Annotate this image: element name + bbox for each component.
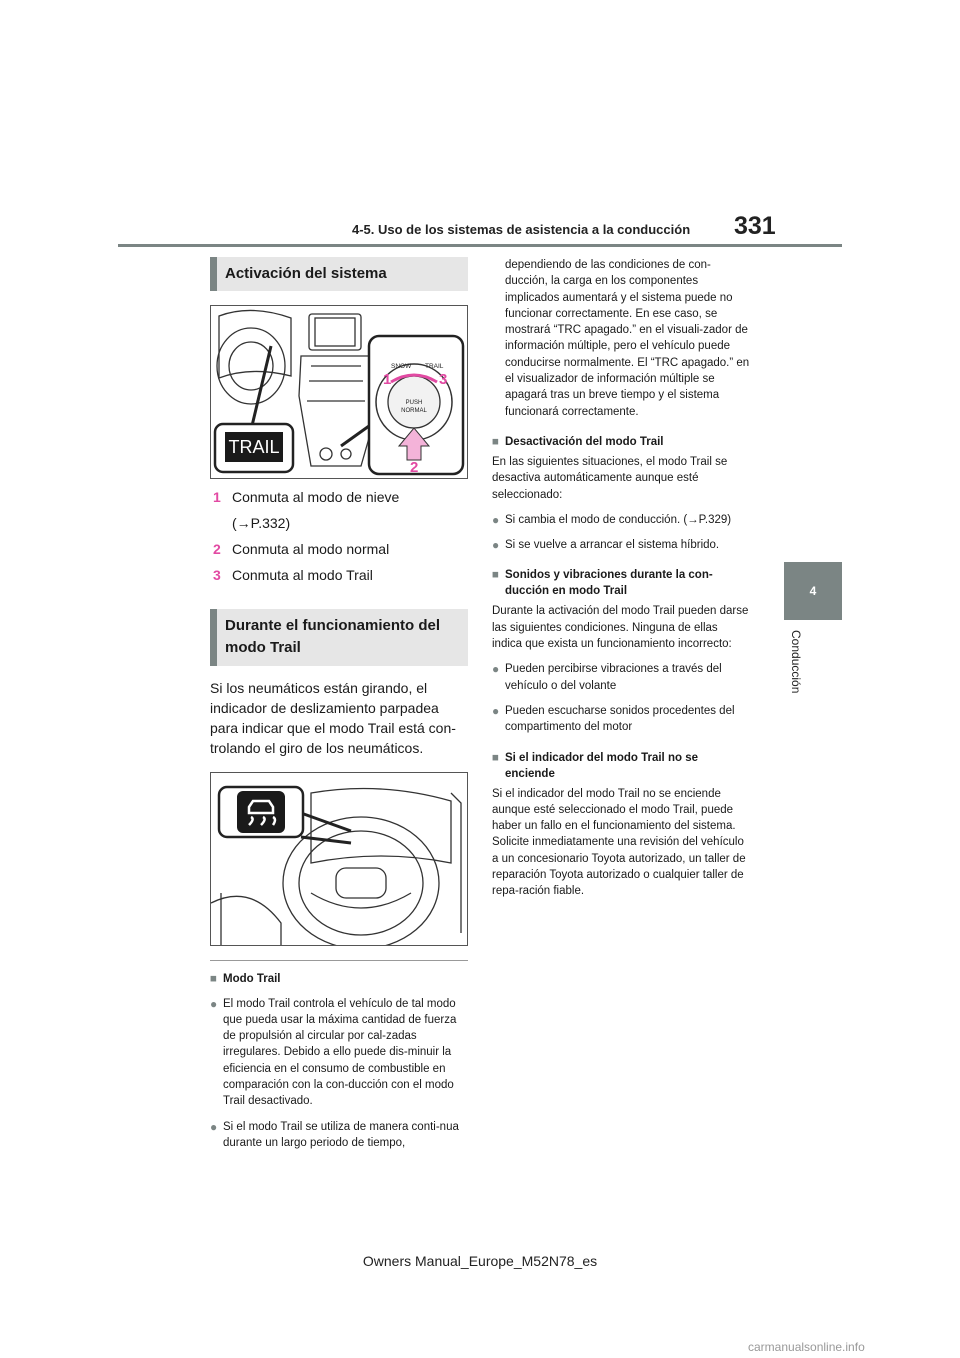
section-header-title: 4-5. Uso de los sistemas de asistencia a la conducción [352,222,691,237]
circle-bullet-icon: ● [492,662,500,677]
dashboard-illustration [211,306,467,478]
callout-2: 2 [410,459,419,477]
body-paragraph: Si los neumáticos están girando, el indicador de deslizamiento parpadea para indicar que el modo Trail está con-trolando el giro de los neumáticos. [210,679,456,756]
watermark: carmanualsonline.info [748,1340,865,1354]
chapter-label: Conducción [789,630,803,694]
section-heading-operation: Durante el funcionamiento del modo Trail [210,609,468,665]
square-bullet-icon: ■ [492,435,499,448]
step-number: 1 [213,489,221,506]
step-text: Conmuta al modo Trail [232,567,373,584]
square-bullet-icon: ■ [492,751,499,764]
circle-bullet-icon: ● [492,703,500,718]
figure-trail-switch [210,305,468,479]
step-text: Conmuta al modo de nieve [232,489,400,506]
chapter-number: 4 [809,584,817,598]
chapter-tab[interactable] [784,562,842,620]
square-bullet-icon: ■ [492,569,499,582]
bullet-item: ● Pueden percibirse vibraciones a través del vehículo o del volante [492,661,750,694]
bullet-item: ● Si el modo Trail se utiliza de manera conti-nua durante un largo periodo de tiempo, [210,1119,468,1152]
callout-1: 1 [383,371,392,389]
snow-label: SNOW [391,363,412,371]
step-item [210,565,468,585]
left-column [210,257,468,1151]
trail-indicator-text: TRAIL [228,437,280,458]
step-page-ref[interactable]: (→P.332) [232,515,291,532]
steering-wheel-illustration [211,773,467,945]
note-heading: ■ Desactivación del modo Trail [492,435,664,448]
step-number: 3 [213,567,221,584]
continued-text: dependiendo de las condiciones de con-ducción, la carga en los componentes implicados aumentará y el sistema puede no funcionar correctamente. En ese caso, se mostrará “TRC apagado.” en el visuali-zador de información múltiple, pero el vehículo puede conducirse normalmente. El “TRC apagado.” en el visualizador de información múltiple se apagará tras un breve tiempo y el sistema funcionará correctamente. [505,259,750,418]
normal-label: NORMAL [401,408,427,415]
note-paragraph: En las siguientes situaciones, el modo Trail se desactiva automáticamente aunque esté seleccionado: [492,455,728,501]
page-number: 331 [734,212,776,240]
bullet-item: ● Si se vuelve a arrancar el sistema híbrido. [492,538,720,553]
bullet-item: ● Pueden escucharse sonidos procedentes del compartimento del motor [492,703,750,736]
bullet-item: ● Si cambia el modo de conducción. (→P.329) [492,512,732,527]
footer-doc-id: Owners Manual_Europe_M52N78_es [362,1253,598,1269]
step-item [210,487,468,533]
step-number: 2 [213,541,221,558]
header-divider [118,244,842,247]
circle-bullet-icon: ● [210,996,218,1011]
note-heading: ■ Modo Trail [210,972,281,985]
note-paragraph: Si el indicador del modo Trail no se enciende aunque esté seleccionado el modo Trail, puede haber un fallo en el funcionamiento del sistema. Solicite inmediatamente una revisión del vehículo a un concesionario Toyota autorizado, un taller de reparación Toyota autorizado o cualquier taller de repa-ración fiable. [492,787,746,898]
circle-bullet-icon: ● [492,538,500,553]
circle-bullet-icon: ● [492,512,500,527]
note-heading: ■ Si el indicador del modo Trail no se enciende [492,751,698,780]
figure-slip-indicator [210,772,468,946]
push-label: PUSH [405,400,423,407]
step-item [210,539,468,559]
callout-3: 3 [439,371,448,389]
trail-small-label: TRAIL [425,363,444,371]
circle-bullet-icon: ● [210,1119,218,1134]
square-bullet-icon: ■ [210,972,217,985]
bullet-item: ● El modo Trail controla el vehículo de tal modo que pueda usar la máxima cantidad de fuerza de propulsión al circular por cal-zadas irregulares. Debido a ello puede dis-minuir la eficiencia en el consumo de combustible en comparación con la con-ducción con el modo Trail desactivado. [210,996,468,1110]
note-heading: ■ Sonidos y vibraciones durante la con-ducción en modo Trail [492,569,713,598]
right-column [492,257,750,900]
step-text: Conmuta al modo normal [232,541,390,558]
notes-divider [210,960,468,961]
section-heading-activation: Activación del sistema [210,257,468,291]
note-paragraph: Durante la activación del modo Trail pueden darse las siguientes condiciones. Ninguna de ellas indica que exista un funcionamiento incorrecto: [492,605,749,651]
